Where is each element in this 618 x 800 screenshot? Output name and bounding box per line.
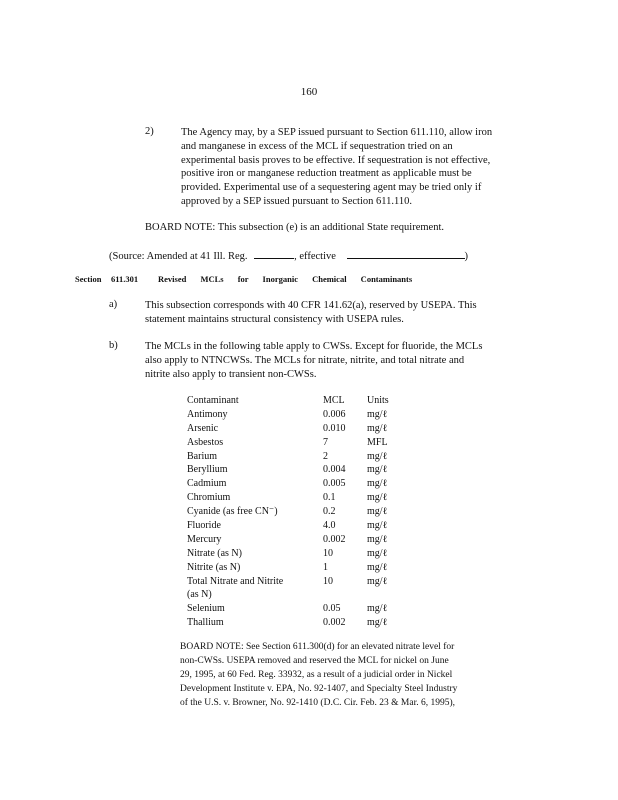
subsection-a-line: statement maintains structural consistency with USEPA rules. bbox=[145, 313, 404, 325]
table-row bbox=[187, 491, 397, 505]
item-2-line: experimental basis proves to be effective. If sequestration is not effective, bbox=[181, 154, 491, 166]
units-cell: mg/ℓ bbox=[367, 450, 388, 462]
table-row bbox=[187, 477, 397, 491]
table-row bbox=[187, 463, 397, 477]
table-row bbox=[187, 547, 397, 561]
board-note-line: of the U.S. v. Browner, No. 92-1410 (D.C. Cir. Feb. 23 & Mar. 6, 1995), bbox=[180, 697, 456, 708]
units-cell: mg/ℓ bbox=[367, 408, 388, 420]
item-2-line: The Agency may, by a SEP issued pursuant to Section 611.110, allow iron bbox=[181, 127, 493, 138]
contaminant-cell: Cadmium bbox=[187, 478, 227, 490]
contaminant-cell: Mercury bbox=[187, 533, 222, 545]
table-header-row bbox=[187, 394, 397, 408]
item-2-label: 2) bbox=[145, 126, 154, 137]
effective-date-blank bbox=[347, 248, 465, 259]
contaminant-cell: Barium bbox=[187, 450, 217, 462]
table-row bbox=[187, 602, 397, 616]
source-prefix: (Source: Amended at 41 Ill. Reg. bbox=[109, 251, 248, 262]
contaminant-cell: Beryllium bbox=[187, 464, 228, 476]
table-row bbox=[187, 533, 397, 547]
mcl-table bbox=[187, 394, 397, 630]
board-note-line: Development Institute v. EPA, No. 92-1407, and Specialty Steel Industry bbox=[180, 683, 458, 694]
board-note-line: BOARD NOTE: See Section 611.300(d) for an elevated nitrate level for bbox=[180, 642, 455, 652]
mcl-cell: 0.010 bbox=[323, 422, 346, 434]
contaminant-cell: Thallium bbox=[187, 617, 224, 629]
units-cell: mg/ℓ bbox=[367, 547, 388, 559]
mcl-cell: 0.1 bbox=[323, 492, 336, 504]
board-note-line: non-CWSs. USEPA removed and reserved the MCL for nickel on June bbox=[180, 655, 449, 666]
contaminant-cell: Asbestos bbox=[187, 436, 224, 448]
item-2-line: provided. Experimental use of a sequestering agent may be tried only if bbox=[181, 182, 482, 194]
contaminant-cell: Antimony bbox=[187, 408, 228, 420]
subsection-a-label: a) bbox=[109, 299, 118, 310]
table-row bbox=[187, 561, 397, 575]
reg-blank bbox=[254, 248, 294, 259]
page-number: 160 bbox=[300, 86, 318, 98]
contaminant-cell: Cyanide (as free CN⁻) bbox=[187, 506, 278, 518]
board-note-line: 29, 1995, at 60 Fed. Reg. 33932, as a result of a judicial order in Nickel bbox=[180, 669, 453, 680]
section-number: 611.301 bbox=[111, 274, 139, 284]
mcl-cell: 7 bbox=[323, 436, 328, 448]
units-cell: mg/ℓ bbox=[367, 575, 388, 587]
units-cell: mg/ℓ bbox=[367, 422, 388, 434]
mcl-cell: 0.002 bbox=[323, 617, 346, 629]
contaminant-cell: Chromium bbox=[187, 492, 231, 504]
header-contaminant: Contaminant bbox=[187, 395, 239, 406]
table-row bbox=[187, 408, 397, 422]
units-cell: mg/ℓ bbox=[367, 533, 388, 545]
units-cell: mg/ℓ bbox=[367, 520, 388, 532]
board-note-nickel bbox=[180, 641, 457, 711]
units-cell: mg/ℓ bbox=[367, 478, 388, 490]
section-label: Section bbox=[75, 274, 102, 284]
table-row bbox=[187, 505, 397, 519]
subsection-b-text bbox=[145, 340, 482, 381]
table-row bbox=[187, 436, 397, 450]
subsection-b-line: also apply to NTNCWSs. The MCLs for nitrate, nitrite, and total nitrate and bbox=[145, 354, 465, 366]
header-mcl: MCL bbox=[323, 395, 345, 406]
board-note-subsection-e: BOARD NOTE: This subsection (e) is an additional State requirement. bbox=[145, 222, 444, 233]
mcl-cell: 4.0 bbox=[323, 520, 336, 532]
mcl-cell: 1 bbox=[323, 561, 328, 573]
table-row bbox=[187, 422, 397, 436]
contaminant-cell: Nitrite (as N) bbox=[187, 561, 241, 573]
table-row bbox=[187, 519, 397, 533]
mcl-cell: 10 bbox=[323, 547, 333, 559]
source-line bbox=[109, 248, 468, 264]
mcl-cell: 0.002 bbox=[323, 533, 346, 545]
mcl-cell: 10 bbox=[323, 575, 333, 587]
units-cell: mg/ℓ bbox=[367, 617, 388, 629]
subsection-b-line: nitrite also apply to transient non-CWSs. bbox=[145, 368, 317, 380]
units-cell: mg/ℓ bbox=[367, 492, 388, 504]
source-effective: , effective bbox=[294, 251, 336, 262]
table-row bbox=[187, 450, 397, 464]
table-row bbox=[187, 616, 397, 630]
units-cell: mg/ℓ bbox=[367, 603, 388, 615]
subsection-b-label: b) bbox=[109, 340, 118, 351]
item-2-line: and manganese in excess of the MCL if sequestration tried on an bbox=[181, 140, 453, 152]
mcl-cell: 0.005 bbox=[323, 478, 346, 490]
contaminant-cell: Nitrate (as N) bbox=[187, 547, 242, 559]
mcl-cell: 0.006 bbox=[323, 408, 346, 420]
section-title: Revised MCLs for Inorganic Chemical Contaminants bbox=[158, 274, 413, 284]
contaminant-cell: Fluoride bbox=[187, 520, 221, 532]
contaminant-cell: Total Nitrate and Nitrite (as N) bbox=[187, 575, 284, 601]
subsection-a-text bbox=[145, 299, 477, 327]
mcl-cell: 2 bbox=[323, 450, 328, 462]
contaminant-cell: Arsenic bbox=[187, 422, 219, 434]
item-2-line: approved by a SEP issued pursuant to Section 611.110. bbox=[181, 195, 412, 207]
mcl-cell: 0.2 bbox=[323, 506, 336, 518]
contaminant-cell: Selenium bbox=[187, 603, 225, 615]
mcl-cell: 0.05 bbox=[323, 603, 341, 615]
source-suffix: ) bbox=[464, 251, 469, 262]
units-cell: mg/ℓ bbox=[367, 561, 388, 573]
units-cell: mg/ℓ bbox=[367, 464, 388, 476]
item-2-text bbox=[181, 126, 492, 209]
units-cell: mg/ℓ bbox=[367, 506, 388, 518]
subsection-a-line: This subsection corresponds with 40 CFR 141.62(a), reserved by USEPA. This bbox=[145, 300, 477, 311]
units-cell: MFL bbox=[367, 436, 388, 448]
mcl-cell: 0.004 bbox=[323, 464, 346, 476]
item-2-line: positive iron or manganese reduction treatment as applicable must be bbox=[181, 168, 472, 180]
table-row bbox=[187, 575, 397, 603]
header-units: Units bbox=[367, 395, 389, 406]
subsection-b-line: The MCLs in the following table apply to CWSs. Except for fluoride, the MCLs bbox=[145, 341, 483, 352]
